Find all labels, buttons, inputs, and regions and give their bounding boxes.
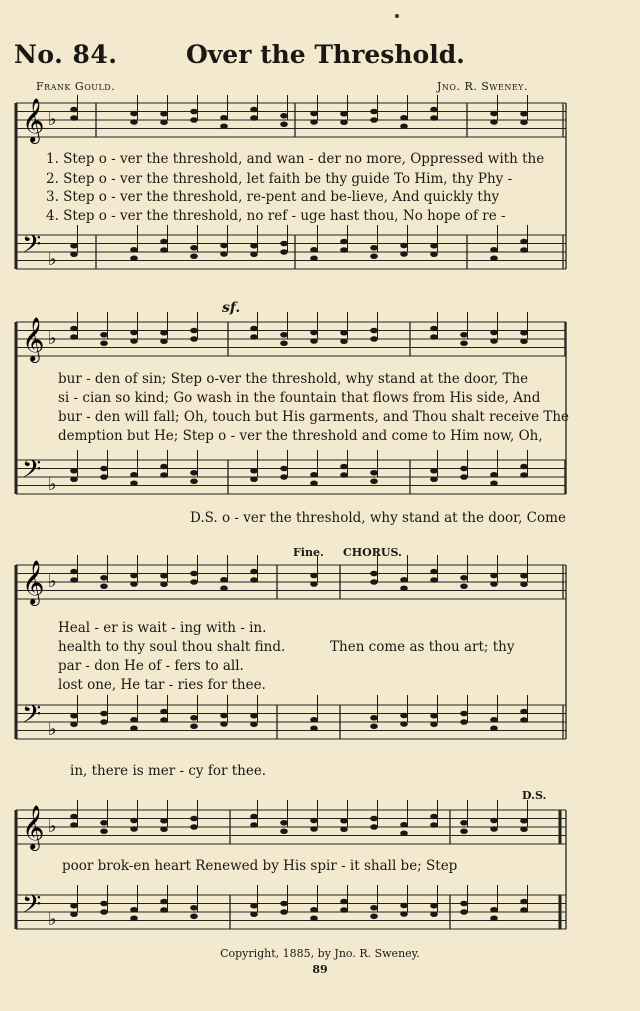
note-head [250,243,258,249]
note-head [250,334,258,340]
note-head [400,585,408,591]
copyright-notice: Copyright, 1885, by Jno. R. Sweney. [220,947,420,960]
note-head [460,575,468,581]
note-head [370,579,378,585]
verse-4-line-2: demption but He; Step o - ver the threshold and come to Him now, Oh, [58,428,543,444]
note-head [130,581,138,587]
note-head [70,713,78,719]
note-head [370,253,378,259]
note-head [130,573,138,579]
note-head [190,913,198,919]
note-head [520,247,528,253]
note-head [310,818,318,824]
note-head [250,251,258,257]
note-head [490,826,498,832]
key-flat: ♭ [48,571,57,592]
note-head [100,711,108,717]
note-head [340,464,348,470]
note-head [520,573,528,579]
composer-credit: Jno. R. Sweney. [437,80,528,93]
note-head [460,583,468,589]
note-head [160,119,168,125]
note-head [130,330,138,336]
note-head [460,332,468,338]
note-head [280,332,288,338]
note-head [490,573,498,579]
hymn-title: Over the Threshold. [186,40,465,69]
note-head [520,472,528,478]
note-head [160,826,168,832]
note-head [190,478,198,484]
note-head [520,330,528,336]
note-head [190,253,198,259]
note-head [250,326,258,332]
note-head [160,899,168,905]
note-head [370,117,378,123]
chorus-lyric-line-1: Then come as thou art; thy [330,639,515,655]
note-head [520,338,528,344]
note-head [280,828,288,834]
note-head [190,336,198,342]
note-head [70,822,78,828]
note-head [370,336,378,342]
ink-dot [395,14,399,18]
note-head [220,721,228,727]
note-head [460,820,468,826]
note-head [130,818,138,824]
note-head [460,719,468,725]
note-head [430,251,438,257]
note-head [250,115,258,121]
verse-1-line-2: bur - den of sin; Step o-ver the threshold, why stand at the door, The [58,371,529,387]
note-head [520,709,528,715]
note-head [130,247,138,253]
note-head [310,338,318,344]
note-head [160,709,168,715]
key-flat: ♭ [48,328,57,349]
note-head [130,472,138,478]
note-head [70,903,78,909]
key-flat: ♭ [48,719,57,740]
note-head [520,464,528,470]
note-head [310,472,318,478]
note-head [70,251,78,257]
note-head [310,119,318,125]
note-head [520,239,528,245]
bass-clef: 𝄢 [22,455,42,490]
note-head [340,239,348,245]
lyricist-credit: Frank Gould. [36,80,116,93]
key-flat: ♭ [48,109,57,130]
key-flat: ♭ [48,474,57,495]
note-head [310,480,318,486]
note-head [250,468,258,474]
note-head [190,117,198,123]
note-head [370,571,378,577]
note-head [400,577,408,583]
note-head [190,571,198,577]
bass-clef: 𝄢 [22,230,42,265]
note-head [130,338,138,344]
note-head [100,820,108,826]
note-head [430,569,438,575]
note-head [490,907,498,913]
note-head [160,573,168,579]
note-head [490,472,498,478]
note-head [430,334,438,340]
note-head [190,816,198,822]
note-head [250,569,258,575]
note-head [70,577,78,583]
note-head [250,577,258,583]
note-head [280,113,288,119]
note-head [430,911,438,917]
system-3-staves [0,545,640,765]
sforzando-mark: sf. [222,300,241,316]
note-head [520,899,528,905]
note-head [250,822,258,828]
treble-clef: 𝄞 [22,560,45,604]
note-head [280,474,288,480]
note-head [490,818,498,824]
note-head [130,119,138,125]
note-head [160,239,168,245]
note-head [430,822,438,828]
verse-2-line-1: 2. Step o - ver the threshold, let faith be thy guide To Him, thy Phy - [46,171,513,187]
note-head [490,255,498,261]
note-head [70,476,78,482]
note-head [220,585,228,591]
note-head [280,340,288,346]
note-head [490,915,498,921]
note-head [370,816,378,822]
note-head [370,245,378,251]
note-head [430,476,438,482]
note-head [430,107,438,113]
note-head [490,338,498,344]
note-head [280,241,288,247]
note-head [400,251,408,257]
verse-2-line-2: si - cian so kind; Go wash in the fountain that flows from His side, And [58,390,541,406]
note-head [400,713,408,719]
note-head [310,255,318,261]
note-head [280,820,288,826]
bass-clef: 𝄢 [22,890,42,925]
note-head [160,338,168,344]
note-head [430,115,438,121]
note-head [340,338,348,344]
verse-3-line-1: 3. Step o - ver the threshold, re-pent and be-lieve, And quickly thy [46,189,500,205]
note-head [130,717,138,723]
note-head [160,247,168,253]
note-head [340,247,348,253]
note-head [370,470,378,476]
fine-mark: Fine. [293,546,324,559]
note-head [160,472,168,478]
note-head [520,111,528,117]
note-head [190,245,198,251]
note-head [520,907,528,913]
note-head [190,715,198,721]
note-head [370,715,378,721]
note-head [340,899,348,905]
note-head [190,328,198,334]
page-number: 89 [312,963,328,976]
note-head [280,909,288,915]
treble-clef: 𝄞 [22,805,45,849]
note-head [340,907,348,913]
key-flat: ♭ [48,909,57,930]
note-head [370,723,378,729]
note-head [100,909,108,915]
note-head [370,478,378,484]
note-head [100,901,108,907]
note-head [160,717,168,723]
note-head [280,901,288,907]
note-head [400,822,408,828]
note-head [130,480,138,486]
note-head [340,111,348,117]
verse-4-line-3: lost one, He tar - ries for thee. [58,677,266,693]
treble-clef: 𝄞 [22,98,45,142]
bass-clef: 𝄢 [22,700,42,735]
note-head [220,713,228,719]
note-head [430,577,438,583]
note-head [160,907,168,913]
note-head [310,826,318,832]
note-head [340,330,348,336]
note-head [130,826,138,832]
note-head [100,340,108,346]
note-head [400,830,408,836]
note-head [70,468,78,474]
note-head [190,109,198,115]
note-head [370,824,378,830]
note-head [310,907,318,913]
note-head [70,115,78,121]
note-head [460,466,468,472]
note-head [400,115,408,121]
note-head [100,332,108,338]
note-head [250,476,258,482]
note-head [370,913,378,919]
note-head [190,579,198,585]
note-head [160,818,168,824]
note-head [250,713,258,719]
note-head [370,109,378,115]
note-head [280,466,288,472]
verse-3-line-3: par - don He of - fers to all. [58,658,244,674]
note-head [160,111,168,117]
note-head [400,123,408,129]
note-head [400,903,408,909]
chorus-mark: CHORUS. [343,546,402,559]
key-flat: ♭ [48,816,57,837]
note-head [130,915,138,921]
note-head [520,581,528,587]
note-head [430,243,438,249]
note-head [340,119,348,125]
ds-mark: D.S. [522,789,547,802]
note-head [130,111,138,117]
note-head [190,824,198,830]
note-head [490,119,498,125]
verse-1-line-3: Heal - er is wait - ing with - in. [58,620,267,636]
note-head [250,903,258,909]
note-head [460,909,468,915]
note-head [490,330,498,336]
key-flat: ♭ [48,249,57,270]
note-head [520,119,528,125]
note-head [70,814,78,820]
note-head [70,569,78,575]
note-head [310,247,318,253]
note-head [370,328,378,334]
note-head [520,818,528,824]
note-head [460,828,468,834]
note-head [310,111,318,117]
note-head [280,121,288,127]
note-head [520,717,528,723]
note-head [340,826,348,832]
note-head [70,911,78,917]
note-head [430,814,438,820]
note-head [490,581,498,587]
note-head [400,911,408,917]
note-head [220,123,228,129]
note-head [460,901,468,907]
note-head [310,725,318,731]
treble-clef: 𝄞 [22,317,45,361]
note-head [310,717,318,723]
note-head [340,818,348,824]
note-head [460,340,468,346]
verse-4-line-1: 4. Step o - ver the threshold, no ref - uge hast thou, No hope of re - [46,208,506,224]
note-head [250,814,258,820]
ds-lyric-line: D.S. o - ver the threshold, why stand at the door, Come [190,510,566,526]
note-head [400,721,408,727]
note-head [520,826,528,832]
verse-1-line-1: 1. Step o - ver the threshold, and wan - der no more, Oppressed with the [46,151,545,167]
note-head [220,251,228,257]
note-head [100,583,108,589]
note-head [100,575,108,581]
note-head [250,721,258,727]
verse-3-line-2: bur - den will fall; Oh, touch but His garments, and Thou shalt receive The [58,409,570,425]
note-head [130,725,138,731]
note-head [160,581,168,587]
note-head [70,326,78,332]
note-head [250,107,258,113]
note-head [400,243,408,249]
note-head [250,911,258,917]
note-head [70,721,78,727]
hymn-number: No. 84. [14,40,118,69]
note-head [130,907,138,913]
note-head [310,915,318,921]
note-head [430,468,438,474]
note-head [190,470,198,476]
note-head [490,725,498,731]
note-head [190,723,198,729]
verse-2-line-3: health to thy soul thou shalt find. [58,639,286,655]
note-head [490,111,498,117]
note-head [70,334,78,340]
note-head [460,711,468,717]
note-head [430,721,438,727]
note-head [460,474,468,480]
note-head [100,828,108,834]
note-head [70,243,78,249]
note-head [370,905,378,911]
note-head [160,464,168,470]
bass-lyric-line: in, there is mer - cy for thee. [70,763,267,779]
note-head [280,249,288,255]
note-head [100,474,108,480]
chorus-lyric-line-2: poor brok-en heart Renewed by His spir - it shall be; Step [62,858,458,874]
note-head [220,243,228,249]
note-head [430,713,438,719]
note-head [430,326,438,332]
note-head [310,581,318,587]
note-head [490,480,498,486]
note-head [490,247,498,253]
note-head [490,717,498,723]
note-head [310,330,318,336]
note-head [340,472,348,478]
note-head [220,115,228,121]
note-head [100,466,108,472]
note-head [220,577,228,583]
note-head [190,905,198,911]
note-head [130,255,138,261]
note-head [310,573,318,579]
note-head [160,330,168,336]
note-head [430,903,438,909]
note-head [100,719,108,725]
note-head [70,107,78,113]
